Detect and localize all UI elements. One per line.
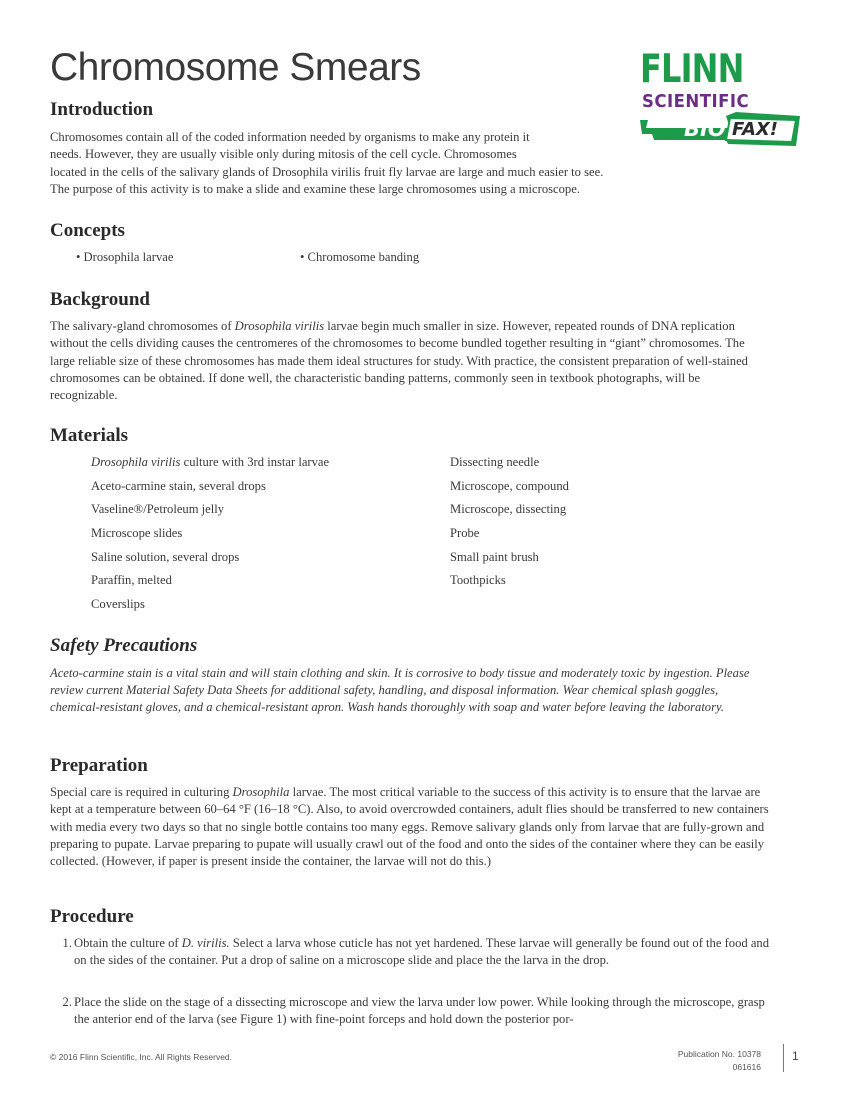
background-species: Drosophila virilis <box>234 319 325 333</box>
materials-item: Microscope, compound <box>450 479 569 493</box>
heading-safety-precautions: Safety Precautions <box>50 635 198 656</box>
safety-paragraph: Aceto-carmine stain is a vital stain and will stain clothing and skin. It is corrosive to body tissue and moderately toxic by ingestion. Please review current Material Safety Data Sheets for additional safety, handling, and disposal information. Wear chemical splash goggles, chemical-resistant gloves, and a chemical-resistant apron. Wash hands thoroughly with soap and water before leaving the laboratory. <box>50 666 750 715</box>
heading-preparation: Preparation <box>50 755 148 776</box>
procedure-step-text-post: Select a larva whose cuticle has not yet hardened. These larvae will generally be found out of the food and on the sides of the container. Put a drop of saline on a microscope slide and place the the larva in the drop. <box>74 936 770 968</box>
preparation-paragraph <box>50 784 770 870</box>
intro-line-4: The purpose of this activity is to make a slide and examine these large chromosomes using a microscope. <box>50 181 580 196</box>
footer-publication-code: 061616 <box>732 1062 761 1072</box>
logo-flinn-text: FLINN <box>640 47 744 92</box>
procedure-step-number: 1. <box>62 936 72 950</box>
page-number: 1 <box>792 1049 799 1063</box>
intro-line-2: needs. However, they are usually visible only during mitosis of the cell cycle. Chromosomes <box>50 147 517 162</box>
concept-item-drosophila: • Drosophila larvae <box>76 250 174 264</box>
materials-item: Dissecting needle <box>450 455 540 469</box>
procedure-step-text-pre: Obtain the culture of <box>74 936 182 950</box>
procedure-step-body <box>74 994 772 1029</box>
logo-scientific-text: SCIENTIFIC <box>642 91 750 112</box>
materials-item: Small paint brush <box>450 550 539 564</box>
preparation-genus: Drosophila <box>232 785 290 799</box>
intro-line-3: located in the cells of the salivary glands of Drosophila virilis fruit fly larvae are large and much easier to see. <box>50 164 604 179</box>
concept-item-banding: • Chromosome banding <box>300 250 420 264</box>
footer-divider <box>783 1044 784 1072</box>
background-text-pre: The salivary-gland chromosomes of <box>50 319 235 333</box>
materials-item: Saline solution, several drops <box>91 550 240 564</box>
introduction-paragraph <box>50 129 850 198</box>
page-title: Chromosome Smears <box>50 46 421 89</box>
materials-item: Paraffin, melted <box>91 573 172 587</box>
procedure-step-body <box>74 935 772 970</box>
heading-materials: Materials <box>50 425 129 446</box>
materials-item: Vaseline®/Petroleum jelly <box>91 502 225 516</box>
preparation-text-post: larvae. The most critical variable to the success of this activity is to ensure that the larvae are kept at a temperature between 60–64 °F (16–18 °C). Also, to avoid overcrowded containers, adult flies should be transferred to new containers with media every two days so that no single bottle contains too many eggs. Remove salivary glands only from larvae that are fully-grown and preparing to pupate. Larvae preparing to pupate will usually crawl out of the food and onto the sides of the container where they can be easily collected. (However, if paper is present inside the container, the larvae will not do this.) <box>50 785 769 869</box>
materials-item: Microscope, dissecting <box>450 502 567 516</box>
materials-item: Toothpicks <box>450 573 506 587</box>
intro-line-1: Chromosomes contain all of the coded information needed by organisms to make any protein it <box>50 130 530 144</box>
materials-item-culture <box>91 453 329 471</box>
materials-item: Coverslips <box>91 597 145 611</box>
procedure-step-italic: D. virilis. <box>181 936 230 950</box>
procedure-step-2 <box>50 994 772 1030</box>
materials-item: Aceto-carmine stain, several drops <box>91 479 266 493</box>
procedure-step-text-pre: Place the slide on the stage of a dissecting microscope and view the larva under low power. While looking through the microscope, grasp the anterior end of the larva (see Figure 1) with fine-point forceps and hold down the posterior por- <box>74 995 765 1027</box>
procedure-step-1 <box>50 935 772 970</box>
materials-item: Microscope slides <box>91 526 183 540</box>
background-paragraph <box>50 318 770 404</box>
heading-introduction: Introduction <box>50 99 154 120</box>
background-text-post: larvae begin much smaller in size. However, repeated rounds of DNA replication without the cells dividing causes the centromeres of the chromosomes to become bundled together resulting in “giant” chromosomes. The large reliable size of these chromosomes has made them ideal structures for study. With practice, the consistent preparation of well-stained chromosomes can be obtained. If done well, the characteristic banding patterns, commonly seen in textbook photographs, will be recognizable. <box>50 319 748 403</box>
heading-background: Background <box>50 289 150 310</box>
heading-procedure: Procedure <box>50 906 134 927</box>
footer-copyright: © 2016 Flinn Scientific, Inc. All Rights Reserved. <box>50 1052 233 1062</box>
footer-publication-number: Publication No. 10378 <box>677 1049 761 1059</box>
logo-bio-text: BIO <box>684 117 726 141</box>
materials-item: Probe <box>450 526 480 540</box>
logo-fax-text: FAX! <box>732 119 778 140</box>
procedure-step-number: 2. <box>62 995 72 1009</box>
heading-concepts: Concepts <box>50 220 125 241</box>
preparation-text-pre: Special care is required in culturing <box>50 785 233 799</box>
materials-species: Drosophila virilis <box>91 455 181 469</box>
materials-culture-rest: culture with 3rd instar larvae <box>180 455 330 469</box>
